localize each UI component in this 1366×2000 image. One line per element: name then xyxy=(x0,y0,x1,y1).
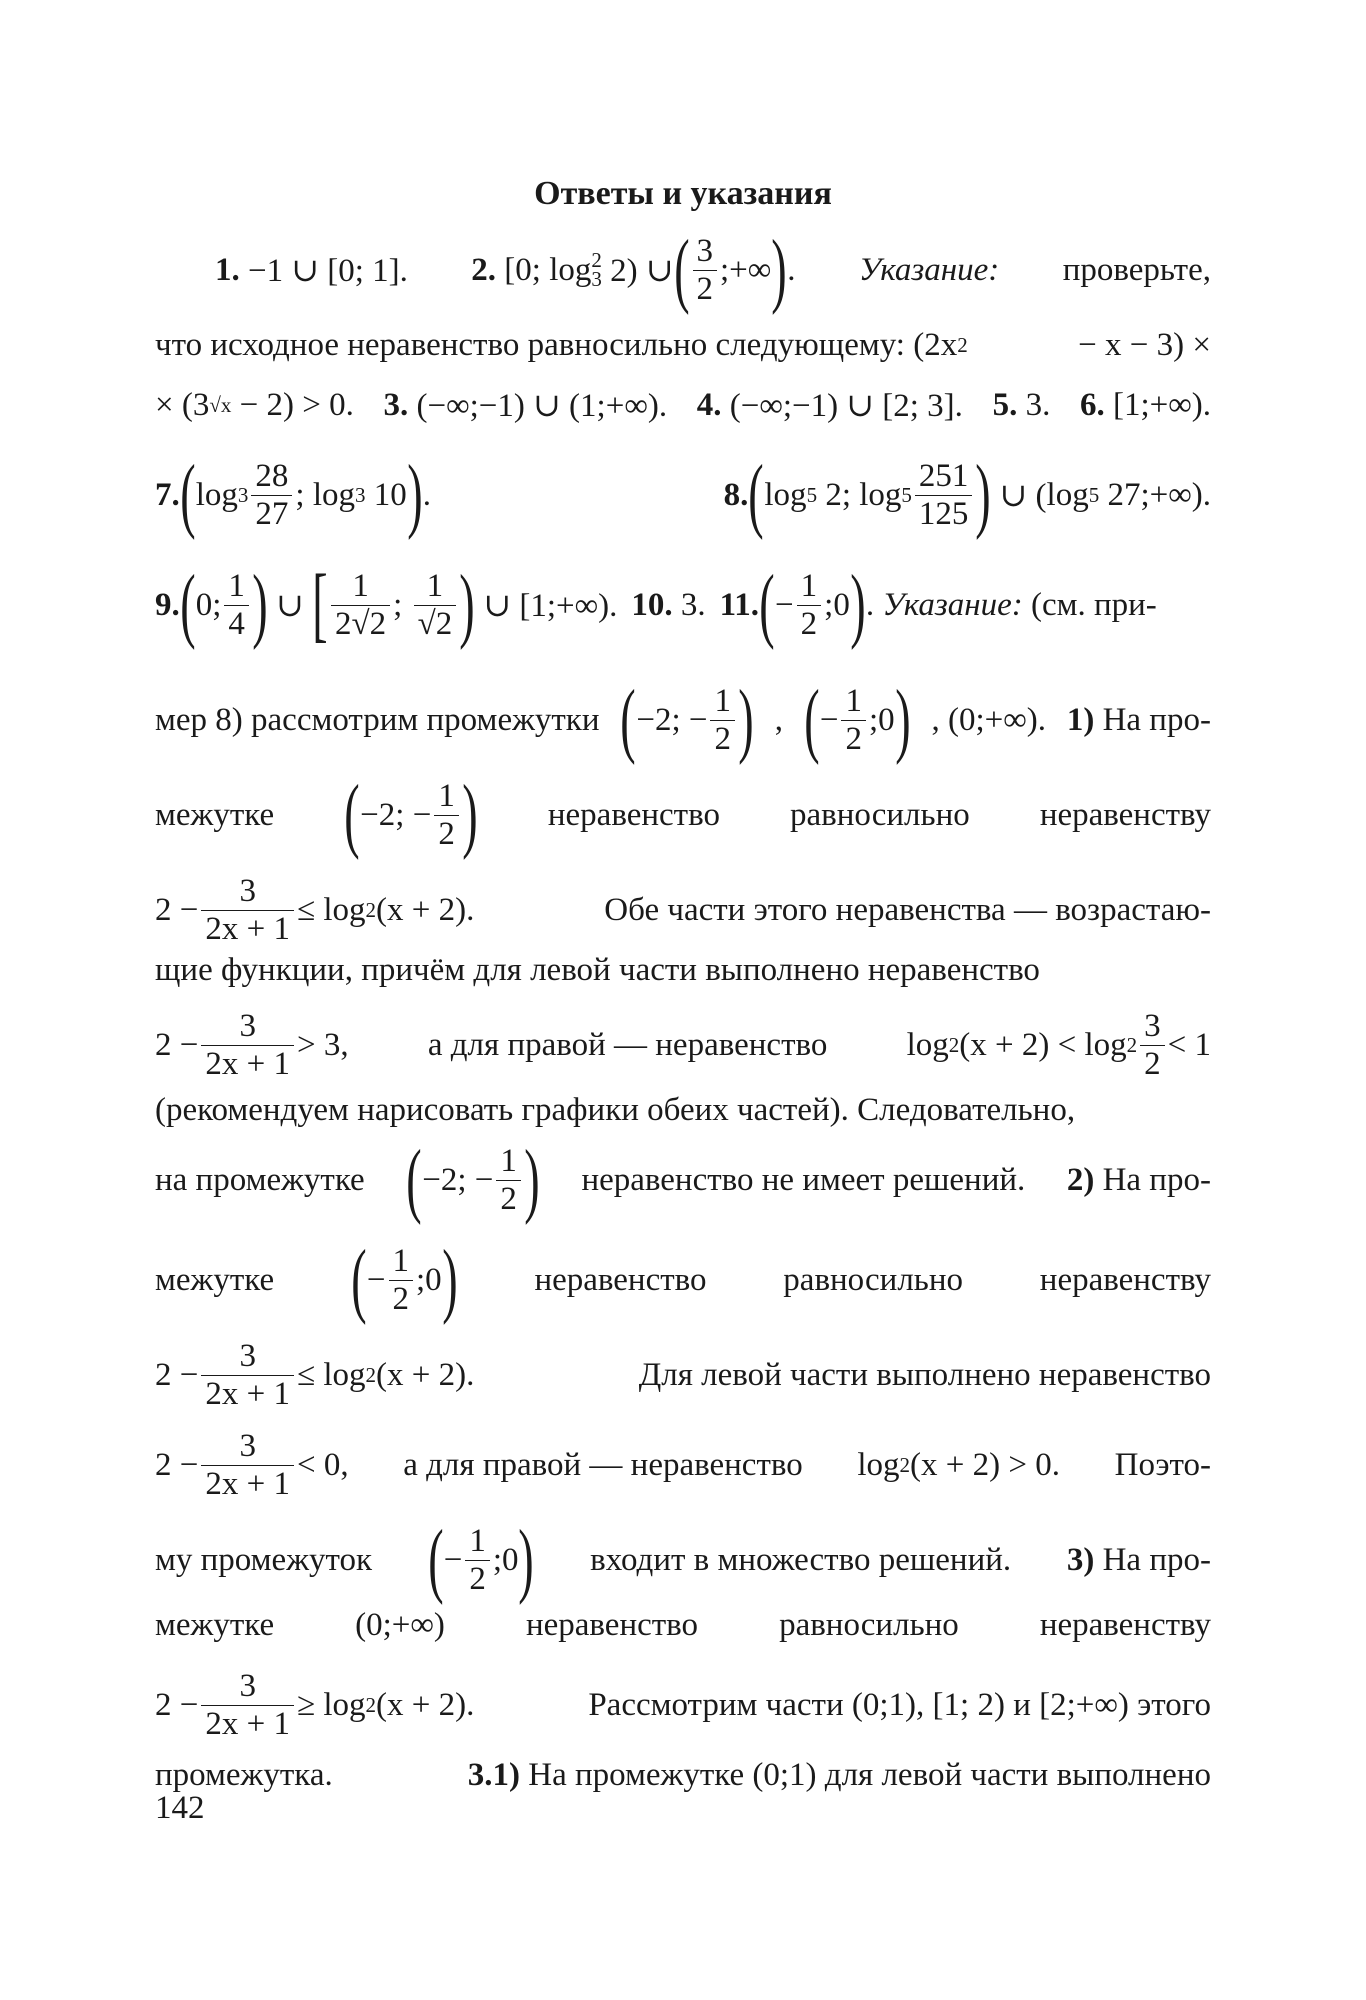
text-line: мер 8) рассмотрим промежутки ( −2; − $\frac{1}{2}$ ) , ( − $\frac{1}{2}$ ;0 ) , (0;+∞). 1) На про- xyxy=(155,673,1211,766)
fraction: $\frac{28}{27}$ xyxy=(251,459,292,531)
text-line: × (3 √x − 2) > 0. 3. (−∞;−1) ∪ (1;+∞). 4. (−∞;−1) ∪ [2; 3]. 5. 3. 6. [1;+∞). xyxy=(155,386,1211,424)
text-line: 7. ( log 3 $\frac{28}{27}$ ; log 3 10 ) . 8. ( log 5 2; log 5 $\frac{251}{125}$ ) ∪ ( log 5 27;+∞). xyxy=(155,448,1211,541)
text-line: 9. ( 0; $\frac{1}{4}$ ) ∪ [ $\frac{1}{2√2}$ ; $\frac{1}{√2}$ ) ∪ [1;+∞). 10. 3. 11. ( − $\frac{1}{2}$ ;0 ) . Указание: (см. при- xyxy=(155,558,1157,651)
fraction: $\frac{1}{2}$ xyxy=(465,1524,490,1596)
fraction: $\frac{1}{2}$ xyxy=(797,569,822,641)
fraction: $\frac{3}{2x + 1}$ xyxy=(201,1009,294,1081)
fraction: $\frac{3}{2x + 1}$ xyxy=(201,1339,294,1411)
text-line: 2 − $\frac{3}{2x + 1}$ > 3, а для правой — неравенство log 2 (x + 2) < log 2 $\frac{3}{2}$ < 1 xyxy=(155,1007,1211,1082)
fraction: $\frac{1}{2√2}$ xyxy=(331,569,390,641)
fraction: $\frac{3}{2x + 1}$ xyxy=(201,1429,294,1501)
text-line: что исходное неравенство равносильно следующему: (2x 2 − x − 3) × xyxy=(155,326,1211,363)
fraction: $\frac{1}{2}$ xyxy=(389,1244,414,1316)
text-line: 2 − $\frac{3}{2x + 1}$ ≤ log 2 (x + 2). Для левой части выполнено неравенство xyxy=(155,1337,1211,1412)
page-title: Ответы и указания xyxy=(534,175,832,212)
fraction: $\frac{3}{2x + 1}$ xyxy=(201,874,294,946)
text-line: межутке ( −2; − $\frac{1}{2}$ ) неравенство равносильно неравенству xyxy=(155,768,1211,861)
text-line: межутке ( − $\frac{1}{2}$ ;0 ) неравенство равносильно неравенству xyxy=(155,1233,1211,1326)
fraction: $\frac{1}{√2}$ xyxy=(414,569,457,641)
fraction: $\frac{3}{2}$ xyxy=(693,234,718,306)
text-line: межутке (0;+∞) неравенство равносильно неравенству xyxy=(155,1606,1211,1643)
text-line: на промежутке ( −2; − $\frac{1}{2}$ ) неравенство не имеет решений. 2) На про- xyxy=(155,1133,1211,1226)
text-line: 2 − $\frac{3}{2x + 1}$ < 0, а для правой — неравенство log 2 (x + 2) > 0. Поэто- xyxy=(155,1427,1211,1502)
fraction: $\frac{3}{2}$ xyxy=(1140,1009,1165,1081)
text-line: щие функции, причём для левой части выполнено неравенство xyxy=(155,951,1040,988)
text-line: (рекомендуем нарисовать графики обеих частей). Следовательно, xyxy=(155,1091,1076,1128)
fraction: $\frac{3}{2x + 1}$ xyxy=(201,1669,294,1741)
text-line: 2 − $\frac{3}{2x + 1}$ ≤ log 2 (x + 2). Обе части этого неравенства — возрастаю- xyxy=(155,872,1211,947)
text-line: 2 − $\frac{3}{2x + 1}$ ≥ log 2 (x + 2). Рассмотрим части (0;1), [1; 2) и [2;+∞) этого xyxy=(155,1667,1211,1742)
text-line: му промежуток ( − $\frac{1}{2}$ ;0 ) входит в множество решений. 3) На про- xyxy=(155,1513,1211,1606)
fraction: $\frac{1}{2}$ xyxy=(434,779,459,851)
text-line: 1. −1 ∪ [0; 1]. 2. [0; log 2 3 2) ∪ ( $\frac{3}{2}$ ;+∞ ) . Указание: проверьте, xyxy=(215,223,1211,316)
fraction: $\frac{1}{4}$ xyxy=(224,569,249,641)
text-line: промежутка. 3.1) На промежутке (0;1) для левой части выполнено xyxy=(155,1756,1211,1793)
fraction: $\frac{1}{2}$ xyxy=(496,1144,521,1216)
fraction: $\frac{1}{2}$ xyxy=(710,684,735,756)
fraction: $\frac{1}{2}$ xyxy=(841,684,866,756)
page-number: 142 xyxy=(155,1790,205,1826)
fraction: $\frac{251}{125}$ xyxy=(915,459,973,531)
